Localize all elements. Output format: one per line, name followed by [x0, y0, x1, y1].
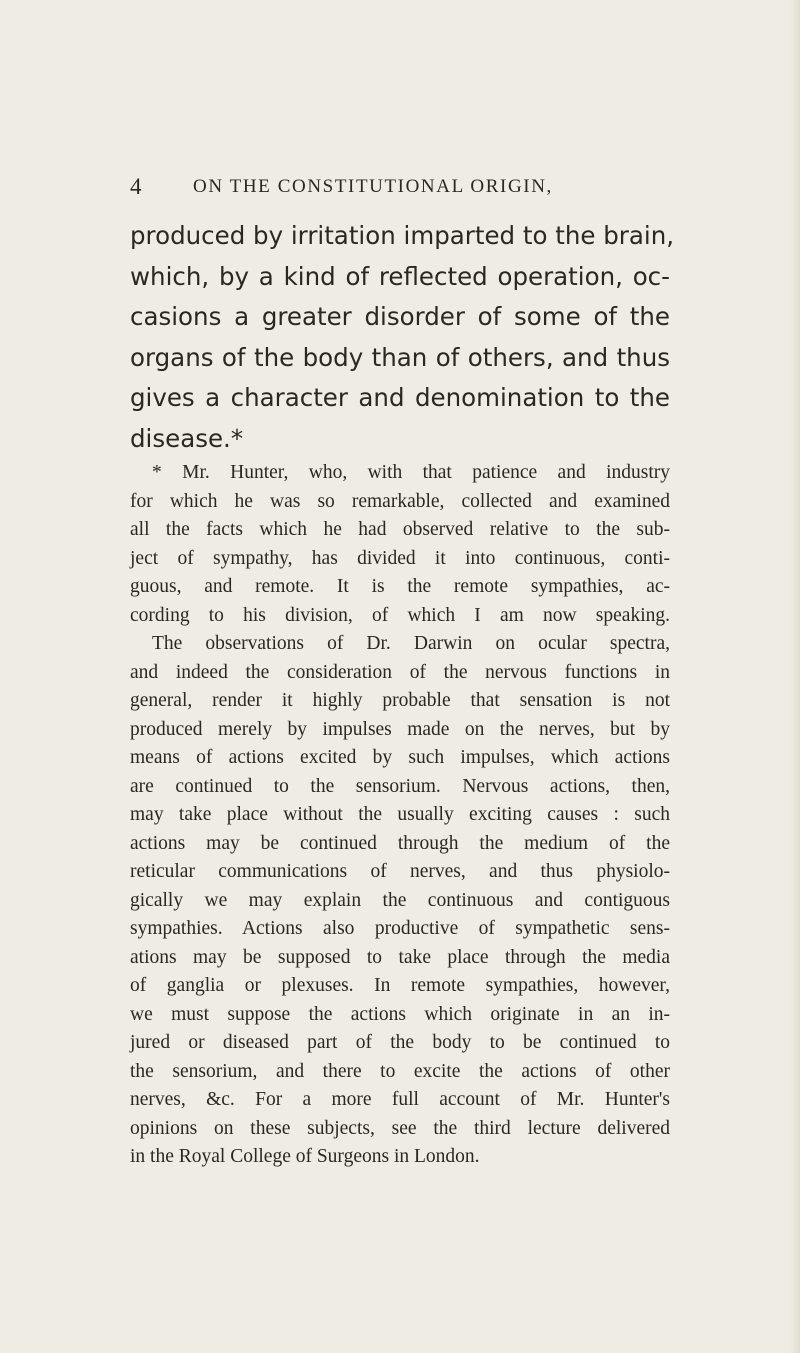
page-header	[130, 172, 650, 202]
footnote-line: sympathies. Actions also productive of sympathetic sens-	[130, 918, 670, 939]
footnote-line: produced merely by impulses made on the nerves, but by	[130, 718, 670, 740]
main-text-line: gives a character and denomination to the	[130, 383, 670, 412]
footnote-line: for which he was so remarkable, collected and examined	[130, 490, 670, 512]
footnote-line: in the Royal College of Surgeons in London.	[130, 1146, 480, 1167]
footnote-line: means of actions excited by such impulses, which actions	[130, 747, 670, 768]
footnote-line: and indeed the consideration of the nervous functions in	[130, 661, 670, 683]
footnote-line: may take place without the usually exciting causes : such	[130, 804, 670, 825]
footnote-line: all the facts which he had observed relative to the sub-	[130, 519, 670, 540]
footnote-line: ject of sympathy, has divided it into continuous, conti-	[130, 547, 670, 569]
footnote-line: cording to his division, of which I am now speaking.	[130, 604, 670, 626]
footnote-line: guous, and remote. It is the remote sympathies, ac-	[130, 576, 670, 597]
footnote-line: reticular communications of nerves, and thus physiolo-	[130, 861, 670, 882]
page-number: 4	[130, 174, 142, 199]
main-text-line: casions a greater disorder of some of the	[130, 302, 670, 331]
footnote-line: gically we may explain the continuous and contiguous	[130, 889, 670, 911]
footnote-line: the sensorium, and there to excite the actions of other	[130, 1060, 670, 1082]
footnote-line: jured or diseased part of the body to be continued to	[130, 1032, 670, 1053]
footnote-line: actions may be continued through the medium of the	[130, 832, 670, 854]
footnote-line: ations may be supposed to take place through the media	[130, 946, 670, 968]
main-text-line: organs of the body than of others, and thus	[130, 342, 670, 372]
main-text-line: disease.*	[130, 423, 244, 453]
footnote-line: of ganglia or plexuses. In remote sympathies, however,	[130, 975, 670, 996]
footnote-line: nerves, &c. For a more full account of Mr. Hunter's	[130, 1089, 670, 1110]
footnote-line: are continued to the sensorium. Nervous actions, then,	[130, 775, 670, 797]
main-text	[130, 216, 675, 459]
main-text-line: which, by a kind of reflected operation, oc-	[130, 261, 670, 291]
running-head: ON THE CONSTITUTIONAL ORIGIN,	[193, 176, 553, 197]
footnote-line: general, render it highly probable that sensation is not	[130, 690, 670, 711]
footnote-line: The observations of Dr. Darwin on ocular spectra,	[152, 633, 670, 654]
footnote	[130, 459, 670, 1172]
footnote-line: * Mr. Hunter, who, with that patience and industry	[152, 462, 670, 483]
footnote-line: opinions on these subjects, see the third lecture delivered	[130, 1117, 670, 1139]
page-edge-shadow	[790, 0, 800, 1353]
main-text-line: produced by irritation imparted to the brain,	[130, 221, 675, 250]
footnote-line: we must suppose the actions which originate in an in-	[130, 1003, 670, 1025]
